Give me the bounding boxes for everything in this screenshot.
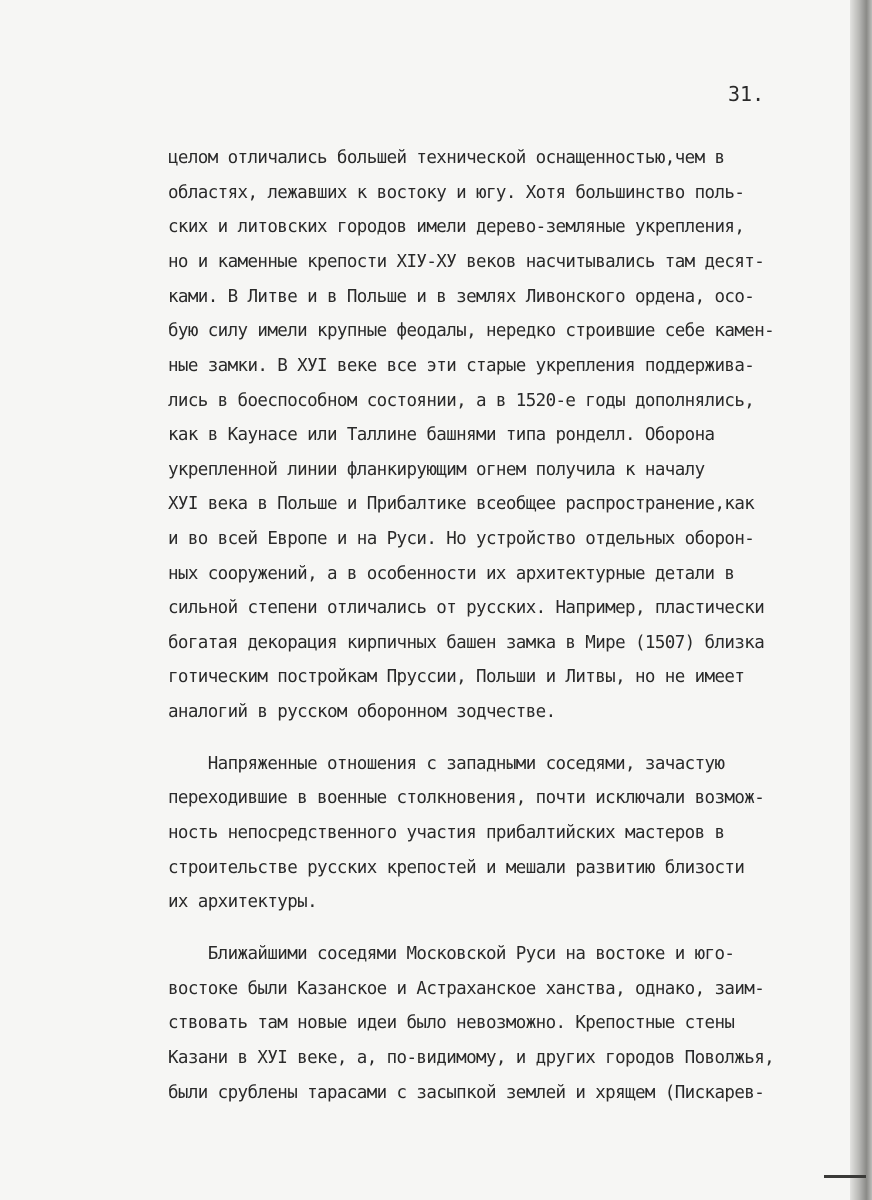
text-line: укрепленной линии фланкирующим огнем получила к началу [168,460,705,480]
text-line: как в Каунасе или Таллине башнями типа ронделл. Оборона [168,425,715,445]
text-line: XУI века в Польше и Прибалтике всеобщее распространение,как [168,494,755,514]
text-line: областях, лежавших к востоку и югу. Хотя большинство поль- [168,183,745,203]
text-line: богатая декорация кирпичных башен замка в Мире (1507) близка [168,633,765,653]
text-line: Ближайшими соседями Московской Руси на востоке и юго- [168,944,735,964]
text-line: ками. В Литве и в Польше и в землях Ливонского ордена, осо- [168,287,755,307]
text-line: переходившие в военные столкновения, почти исключали возмож- [168,788,765,808]
page-edge-mark [824,1175,866,1178]
text-line: сильной степени отличались от русских. Например, пластически [168,598,765,618]
text-line: строительстве русских крепостей и мешали развитию близости [168,858,745,878]
text-line: Казани в XУI веке, а, по-видимому, и других городов Поволжья, [168,1048,775,1068]
text-line: ность непосредственного участия прибалтийских мастеров в [168,823,725,843]
text-line: их архитектуры. [168,892,318,912]
text-line: и во всей Европе и на Руси. Но устройство отдельных оборон- [168,529,755,549]
text-line: аналогий в русском оборонном зодчестве. [168,702,556,722]
text-line: были срублены тарасами с засыпкой землей и хрящем (Пискарев- [168,1083,765,1103]
text-line: ствовать там новые идеи было невозможно. Крепостные стены [168,1013,735,1033]
text-line: бую силу имели крупные феодалы, нередко строившие себе камен- [168,321,775,341]
text-line: ные замки. В XУI веке все эти старые укрепления поддержива- [168,356,755,376]
text-line: Напряженные отношения с западными соседями, зачастую [168,754,725,774]
text-line: целом отличались большей технической оснащенностью,чем в [168,148,725,168]
text-line: лись в боеспособном состоянии, а в 1520-е годы дополнялись, [168,391,755,411]
text-line: ных сооружений, а в особенности их архитектурные детали в [168,564,735,584]
page-edge-shadow [850,0,872,1200]
text-line: но и каменные крепости XIУ-XУ веков насчитывались там десят- [168,252,765,272]
text-line: готическим постройкам Пруссии, Польши и Литвы, но не имеет [168,667,745,687]
page-number: 31. [728,82,765,106]
text-line: востоке были Казанское и Астраханское ханства, однако, заим- [168,979,765,999]
text-line: ских и литовских городов имели дерево-земляные укрепления, [168,217,745,237]
